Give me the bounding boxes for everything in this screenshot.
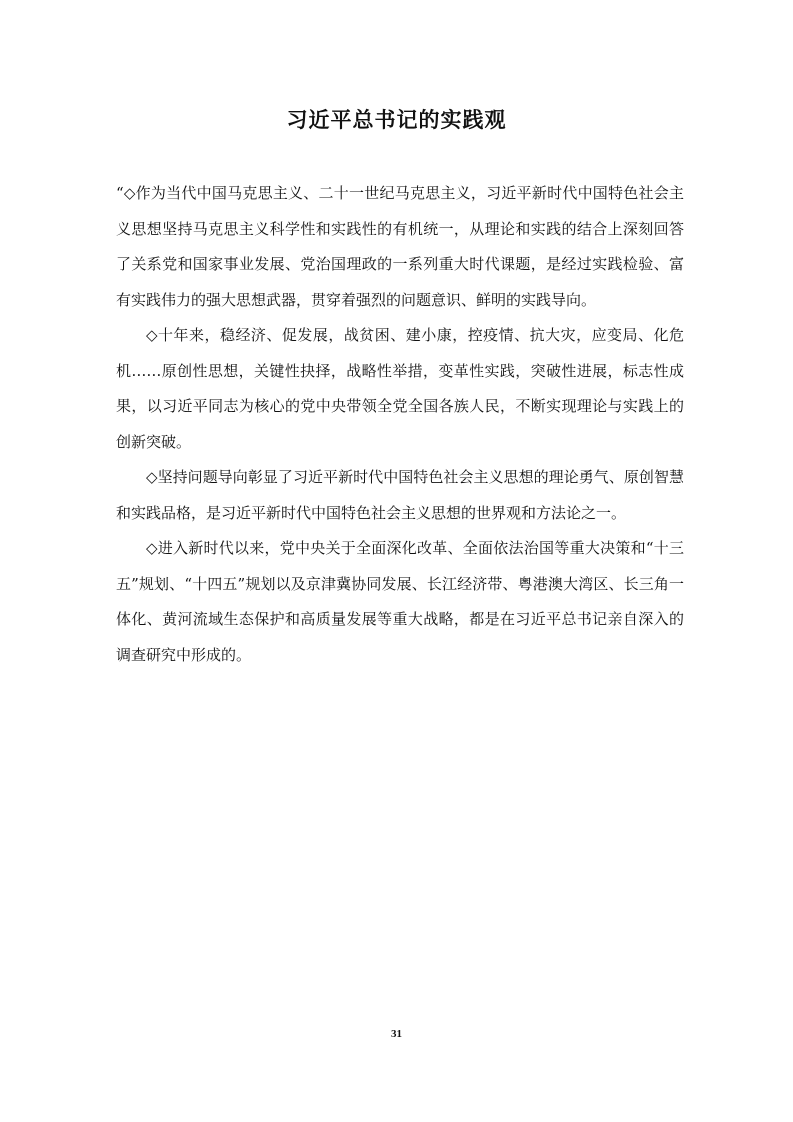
- document-body: [116, 176, 684, 673]
- paragraph-3: ◇坚持问题导向彰显了习近平新时代中国特色社会主义思想的理论勇气、原创智慧和实践品格，是习近平新时代中国特色社会主义思想的世界观和方法论之一。: [116, 468, 684, 522]
- paragraph-2: ◇十年来，稳经济、促发展，战贫困、建小康，控疫情、抗大灾，应变局、化危机……原创性思想，关键性抉择，战略性举措，变革性实践，突破性进展，标志性成果，以习近平同志为核心的党中央带领全党全国各族人民，不断实现理论与实践上的创新突破。: [116, 326, 684, 451]
- page-title: 习近平总书记的实践观: [286, 108, 507, 132]
- paragraph-4: ◇进入新时代以来，党中央关于全面深化改革、全面依法治国等重大决策和“十三五”规划、“十四五”规划以及京津冀协同发展、长江经济带、粤港澳大湾区、长三角一体化、黄河流域生态保护和高质量发展等重大战略，都是在习近平总书记亲自深入的调查研究中形成的。: [116, 539, 684, 664]
- paragraph-1: “◇作为当代中国马克思主义、二十一世纪马克思主义，习近平新时代中国特色社会主义思想坚持马克思主义科学性和实践性的有机统一，从理论和实践的结合上深刻回答了关系党和国家事业发展、党治国理政的一系列重大时代课题，是经过实践检验、富有实践伟力的强大思想武器，贯穿着强烈的问题意识、鲜明的实践导向。: [116, 184, 684, 309]
- page-number: 31: [391, 1028, 402, 1040]
